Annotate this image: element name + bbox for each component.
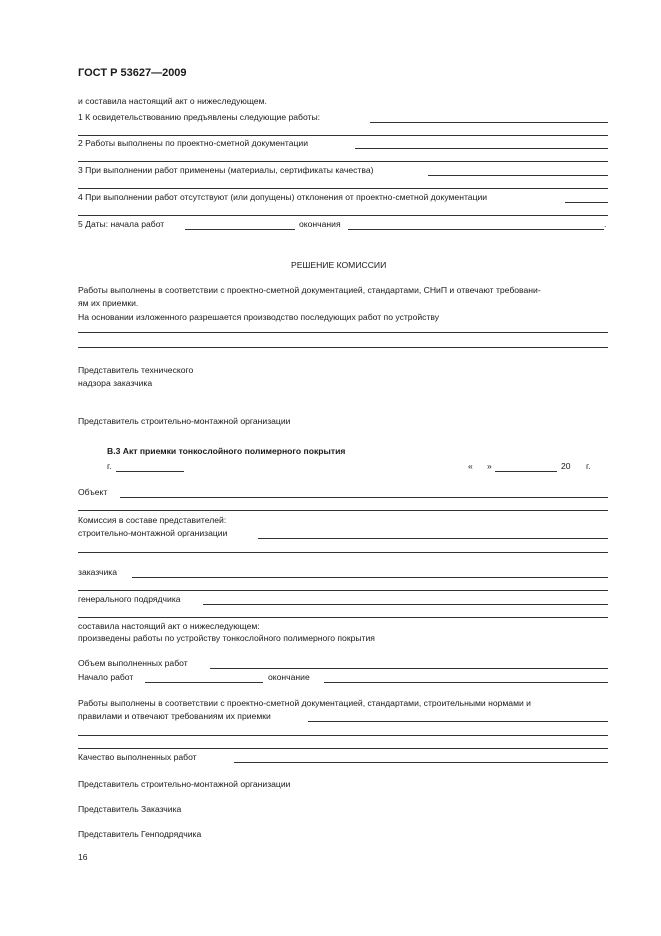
- quality-label: Качество выполненных работ: [78, 752, 197, 762]
- item-2-label: 2 Работы выполнены по проектно-сметной документации: [78, 138, 309, 148]
- year-suffix: г.: [586, 461, 591, 471]
- decision-permission-text: На основании изложенного разрешается производство последующих работ по устройству: [78, 312, 440, 322]
- year-prefix: 20: [561, 461, 571, 471]
- rep-general-label: Представитель Генподрядчика: [78, 829, 202, 839]
- contractor-field[interactable]: [203, 604, 608, 605]
- conform-field[interactable]: [308, 721, 608, 722]
- conform-text-line-2: правилами и отвечают требованиям их приемки: [78, 711, 271, 721]
- object-label: Объект: [78, 487, 108, 497]
- start-field[interactable]: [145, 682, 263, 683]
- blank-line[interactable]: [78, 188, 608, 189]
- end-date-label: окончания: [299, 219, 341, 229]
- customer-label: заказчика: [78, 567, 118, 577]
- works-text: произведены работы по устройству тонкослойного полимерного покрытия: [78, 633, 375, 643]
- blank-line[interactable]: [78, 332, 608, 333]
- item-1-label: 1 К освидетельствованию предъявлены следующие работы:: [78, 112, 321, 122]
- act-intro-text: и составила настоящий акт о нижеследующем.: [78, 96, 267, 106]
- smo-field[interactable]: [258, 538, 608, 539]
- smo-label: строительно-монтажной организации: [78, 528, 228, 538]
- date-month-field[interactable]: [495, 471, 557, 472]
- end-date-field[interactable]: [348, 229, 604, 230]
- act-b3-title: В.3 Акт приемки тонкослойного полимерного покрытия: [107, 446, 346, 456]
- item-4-label: 4 При выполнении работ отсутствуют (или допущены) отклонения от проектно-сметной документации: [78, 192, 488, 202]
- rep-customer-label: Представитель Заказчика: [78, 804, 182, 814]
- blank-line[interactable]: [78, 347, 608, 348]
- decision-text-line-1: Работы выполнены в соответствии с проектно-сметной документацией, стандартами, СНиП и отвечают требовани-: [78, 285, 541, 295]
- city-label: г.: [107, 461, 112, 471]
- document-header: ГОСТ Р 53627—2009: [78, 67, 187, 79]
- blank-line[interactable]: [78, 135, 608, 136]
- blank-line[interactable]: [78, 161, 608, 162]
- volume-field[interactable]: [210, 668, 608, 669]
- blank-line[interactable]: [78, 552, 608, 553]
- item-3-label: 3 При выполнении работ применены (материалы, сертификаты качества): [78, 165, 374, 175]
- commission-label: Комиссия в составе представителей:: [78, 515, 227, 525]
- volume-label: Объем выполненных работ: [78, 658, 188, 668]
- blank-line[interactable]: [78, 215, 608, 216]
- item-4-field[interactable]: [565, 202, 608, 203]
- item-5-label: 5 Даты: начала работ: [78, 219, 165, 229]
- start-label: Начало работ: [78, 672, 134, 682]
- quote-close: »: [487, 461, 492, 471]
- start-date-field[interactable]: [185, 229, 295, 230]
- rep-smo-label: Представитель строительно-монтажной организации: [78, 779, 291, 789]
- blank-line[interactable]: [78, 510, 608, 511]
- customer-field[interactable]: [132, 577, 608, 578]
- conform-text-line-1: Работы выполнены в соответствии с проектно-сметной документацией, стандартами, строительными нормами и: [78, 698, 531, 708]
- tech-supervision-rep-line-1: Представитель технического: [78, 365, 194, 375]
- item-3-field[interactable]: [428, 175, 608, 176]
- item-1-field[interactable]: [370, 122, 608, 123]
- blank-line[interactable]: [78, 748, 608, 749]
- end-label: окончание: [268, 672, 310, 682]
- construction-org-rep: Представитель строительно-монтажной организации: [78, 416, 291, 426]
- page-number: 16: [78, 852, 88, 862]
- quality-field[interactable]: [234, 762, 608, 763]
- blank-line[interactable]: [78, 590, 608, 591]
- contractor-label: генерального подрядчика: [78, 594, 181, 604]
- end-field[interactable]: [324, 682, 608, 683]
- tech-supervision-rep-line-2: надзора заказчика: [78, 378, 153, 388]
- quote-open: «: [468, 461, 473, 471]
- city-field[interactable]: [116, 471, 184, 472]
- object-field[interactable]: [120, 497, 608, 498]
- item-2-field[interactable]: [355, 148, 608, 149]
- period-mark: .: [604, 219, 607, 229]
- decision-text-line-2: ям их приемки.: [78, 298, 139, 308]
- decision-title: РЕШЕНИЕ КОМИССИИ: [291, 260, 387, 270]
- composed-text: составила настоящий акт о нижеследующем:: [78, 621, 260, 631]
- blank-line[interactable]: [78, 617, 608, 618]
- blank-line[interactable]: [78, 735, 608, 736]
